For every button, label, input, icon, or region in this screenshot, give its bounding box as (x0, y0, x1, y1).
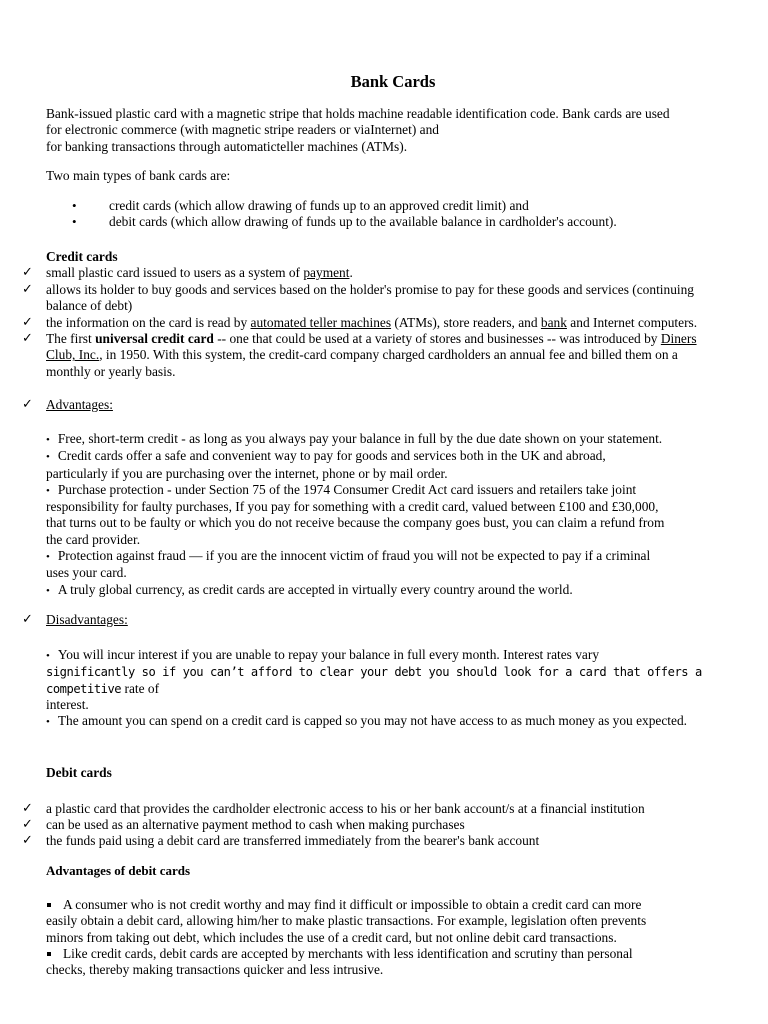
link-payment[interactable]: payment (303, 265, 350, 280)
intro-paragraph (46, 106, 746, 155)
text-line: balance of debt) (46, 298, 133, 314)
list-item (46, 431, 758, 448)
disadvantages-heading (46, 612, 128, 628)
bullet-icon: • (46, 451, 50, 464)
section-heading-credit: Credit cards (46, 249, 118, 264)
bullet-icon: • (72, 214, 77, 229)
disadvantages-list (46, 647, 758, 730)
text-line (46, 664, 758, 697)
bullet-icon: • (46, 650, 50, 662)
text-line: particularly if you are purchasing over the internet, phone or by mail order. (46, 465, 448, 481)
list-item (46, 448, 758, 465)
credit-point (46, 315, 766, 331)
advantages-list (46, 431, 758, 599)
debit-point: a plastic card that provides the cardholder electronic access to his or her bank account/s at a financial institution (46, 801, 645, 816)
page-title: Bank Cards (350, 72, 436, 91)
list-item (46, 713, 758, 730)
text-run: A truly global currency, as credit cards are accepted in virtually every country around the world. (57, 581, 573, 597)
link-atm[interactable]: automated teller machines (250, 315, 392, 330)
bullet-icon: • (46, 551, 50, 564)
bullet-icon: • (46, 434, 50, 446)
checkmark-icon: ✓ (22, 282, 33, 297)
list-item (46, 482, 758, 499)
section-heading-debit: Debit cards (46, 765, 112, 780)
square-bullet-icon (47, 903, 51, 907)
text-run: -- one that could be used at a variety of stores and businesses -- was introduced by (213, 331, 661, 346)
bullet-icon: • (72, 198, 77, 213)
checkmark-icon: ✓ (22, 331, 33, 346)
link-diners[interactable]: Diners (660, 331, 697, 346)
text-run: significantly so if you can’t afford to clear your debt you should look for a card that offers a competitive (46, 665, 702, 696)
bullet-icon: • (46, 584, 50, 597)
text-run: The first (46, 331, 96, 346)
types-heading: Two main types of bank cards are: (46, 168, 231, 183)
checkmark-icon: ✓ (22, 612, 33, 627)
checkmark-icon: ✓ (22, 265, 33, 280)
text-line: that turns out to be faulty or which you do not receive because the company goes bust, you can claim a refund from (46, 515, 665, 531)
text-run: , in 1950. With this system, the credit-card company charged cardholders an annual fee and billed them on a (99, 347, 678, 363)
text-line: minors from taking out debt, which includes the use of a credit card, but not online debit card transactions. (46, 929, 617, 945)
square-bullet-icon (47, 952, 51, 956)
checkmark-icon: ✓ (22, 833, 33, 848)
text-line (46, 331, 766, 347)
text-run: small plastic card issued to users as a system of (46, 265, 304, 280)
text-line (46, 347, 766, 363)
text-run: Purchase protection - under Section 75 of the 1974 Consumer Credit Act card issuers and retailers take joint (57, 481, 637, 497)
advantages-heading (46, 397, 113, 413)
text-line: uses your card. (46, 565, 127, 581)
credit-point (46, 265, 746, 281)
text-line: checks, thereby making transactions quicker and less intrusive. (46, 962, 384, 978)
list-item (46, 647, 758, 664)
text-run: . (349, 265, 353, 280)
text-run: Like credit cards, debit cards are accepted by merchants with less identification and scrutiny than personal (63, 945, 633, 961)
text-run: The amount you can spend on a credit card is capped so you may not have access to as much money as you expected. (57, 713, 688, 729)
heading-text: Disadvantages: (46, 612, 128, 627)
text-run: A consumer who is not credit worthy and may find it difficult or impossible to obtain a credit card can more (63, 897, 642, 912)
list-item (46, 946, 758, 962)
debit-advantages-heading: Advantages of debit cards (46, 863, 191, 878)
link-bank[interactable]: bank (540, 315, 567, 330)
text-run: (ATMs), store readers, and (391, 315, 541, 330)
checkmark-icon: ✓ (22, 315, 33, 330)
text-run: You will incur interest if you are unable to repay your balance in full every month. Interest rates vary (57, 647, 600, 662)
debit-point: can be used as an alternative payment method to cash when making purchases (46, 817, 465, 832)
list-item: debit cards (which allow drawing of funds up to the available balance in cardholder's account). (109, 214, 617, 229)
text-run: Credit cards offer a safe and convenient way to pay for goods and services both in the UK and abroad, (57, 448, 606, 464)
checkmark-icon: ✓ (22, 817, 33, 832)
text-run: the information on the card is read by (46, 315, 251, 330)
list-item (46, 582, 758, 599)
checkmark-icon: ✓ (22, 801, 33, 816)
text-run: rate of (121, 680, 160, 696)
heading-text: Advantages: (46, 397, 113, 412)
debit-point: the funds paid using a debit card are transferred immediately from the bearer's bank account (46, 833, 540, 848)
list-item (46, 897, 758, 913)
text-line: monthly or yearly basis. (46, 363, 176, 379)
intro-line: for banking transactions through automaticteller machines (ATMs). (46, 138, 408, 154)
list-item: credit cards (which allow drawing of funds up to an approved credit limit) and (109, 198, 529, 213)
credit-point (46, 282, 766, 315)
list-item (46, 548, 758, 565)
text-line: interest. (46, 696, 89, 712)
debit-advantages-list (46, 897, 758, 978)
intro-line: Bank-issued plastic card with a magnetic stripe that holds machine readable identification code. Bank cards are used (46, 106, 670, 121)
intro-line: for electronic commerce (with magnetic stripe readers or viaInternet) and (46, 122, 439, 138)
link-diners-club[interactable]: Club, Inc. (46, 347, 100, 363)
text-line: easily obtain a debit card, allowing him/her to make plastic transactions. For example, legislation often prevents (46, 913, 647, 929)
text-line: responsibility for faulty purchases, If you pay for something with a credit card, valued between £100 and £30,000, (46, 499, 659, 515)
credit-point (46, 331, 766, 380)
bullet-icon: • (46, 484, 50, 497)
bold-term: universal credit card (95, 331, 214, 346)
text-run: Free, short-term credit - as long as you always pay your balance in full by the due date shown on your statement. (57, 431, 663, 446)
text-run: and Internet computers. (566, 315, 698, 330)
bullet-icon: • (46, 716, 50, 729)
checkmark-icon: ✓ (22, 397, 33, 412)
text-line: the card provider. (46, 531, 141, 547)
text-line: allows its holder to buy goods and services based on the holder's promise to pay for these goods and services (continuing (46, 282, 695, 297)
text-run: Protection against fraud — if you are the innocent victim of fraud you will not be expected to pay if a criminal (57, 548, 651, 564)
